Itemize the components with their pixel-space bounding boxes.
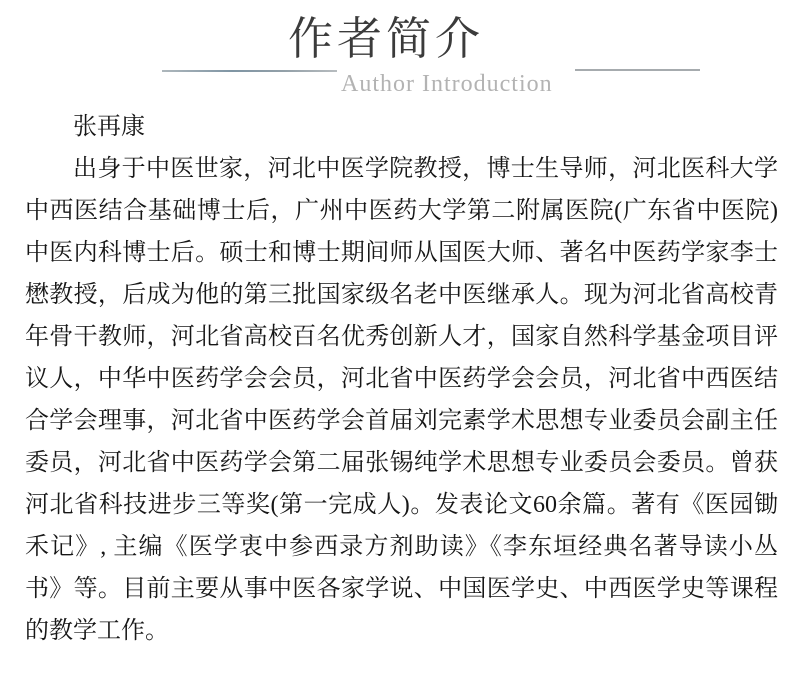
bio-line: 议人，中华中医药学会会员，河北省中医药学会会员，河北省中西医结 bbox=[25, 366, 778, 392]
bio-line: 中医内科博士后。硕士和博士期间师从国医大师、著名中医药学家李士 bbox=[25, 240, 778, 266]
bio-line: 书》等。目前主要从事中医各家学说、中国医学史、中西医学史等课程 bbox=[25, 576, 778, 602]
bio-line: 委员，河北省中医药学会第二届张锡纯学术思想专业委员会委员。曾获 bbox=[25, 450, 778, 476]
bio-line: 出身于中医世家，河北中医学院教授，博士生导师，河北医科大学 bbox=[73, 156, 778, 182]
bio-line: 河北省科技进步三等奖(第一完成人)。发表论文60余篇。著有《医园锄 bbox=[25, 492, 778, 518]
author-bio bbox=[25, 106, 778, 652]
bio-line: 懋教授，后成为他的第三批国家级名老中医继承人。现为河北省高校青 bbox=[25, 282, 778, 308]
page-subtitle-english: Author Introduction bbox=[341, 71, 553, 97]
bio-line: 合学会理事，河北省中医药学会首届刘完素学术思想专业委员会副主任 bbox=[25, 408, 778, 434]
page-title: 作者简介 bbox=[288, 13, 485, 64]
bio-line: 中西医结合基础博士后，广州中医药大学第二附属医院(广东省中医院) bbox=[25, 198, 778, 224]
right-divider-line bbox=[575, 69, 700, 71]
bio-line: 禾记》, 主编《医学衷中参西录方剂助读》《李东垣经典名著导读小丛 bbox=[25, 534, 778, 560]
bio-line: 年骨干教师，河北省高校百名优秀创新人才，国家自然科学基金项目评 bbox=[25, 324, 778, 350]
left-divider-line bbox=[162, 70, 337, 72]
bio-line: 的教学工作。 bbox=[25, 618, 169, 644]
author-name: 张再康 bbox=[73, 114, 145, 140]
